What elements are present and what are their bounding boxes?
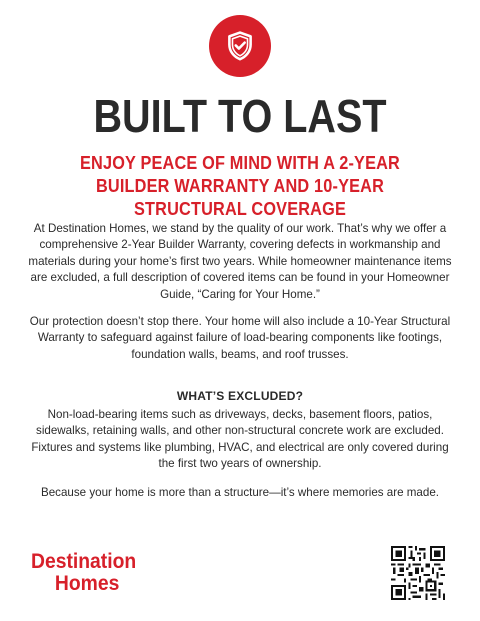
excluded-heading: WHAT’S EXCLUDED? [176,389,304,403]
qr-code-icon [391,546,445,600]
paragraph-exclusions: Non-load-bearing items such as driveways, decks, basement floors, patios, sidewalks, retaining walls, and other non-structural concrete work are excluded. Fixtures and systems like plumbing, HVAC, and electrical are only covered during the first two years of ownership. [31,408,449,471]
logo-line-1: Destination [31,550,137,573]
shield-badge [209,15,271,77]
shield-check-icon [223,29,257,63]
page-subtitle: ENJOY PEACE OF MIND WITH A 2-YEAR BUILDER WARRANTY AND 10-YEAR STRUCTURAL COVERAGE [80,152,400,219]
destination-homes-logo [31,551,136,595]
paragraph-builder-warranty: At Destination Homes, we stand by the quality of our work. That’s why we offer a comprehensive 2-Year Builder Warranty, covering defects in workmanship and materials during your home’s first two years. While homeowner maintenance items are excluded, a full description of covered items can be found in your Homeowner Guide, “Caring for Your Home.” [28,222,452,301]
qr-code[interactable] [391,546,445,600]
logo-line-2: Homes [54,572,120,595]
paragraph-closing: Because your home is more than a structure—it’s where memories are made. [40,486,439,499]
page-title: BUILT TO LAST [93,90,387,142]
paragraph-structural-warranty: Our protection doesn’t stop there. Your home will also include a 10-Year Structural Warranty to safeguard against failure of load-bearing components like footings, foundation walls, beams, and roof trusses. [29,315,451,361]
